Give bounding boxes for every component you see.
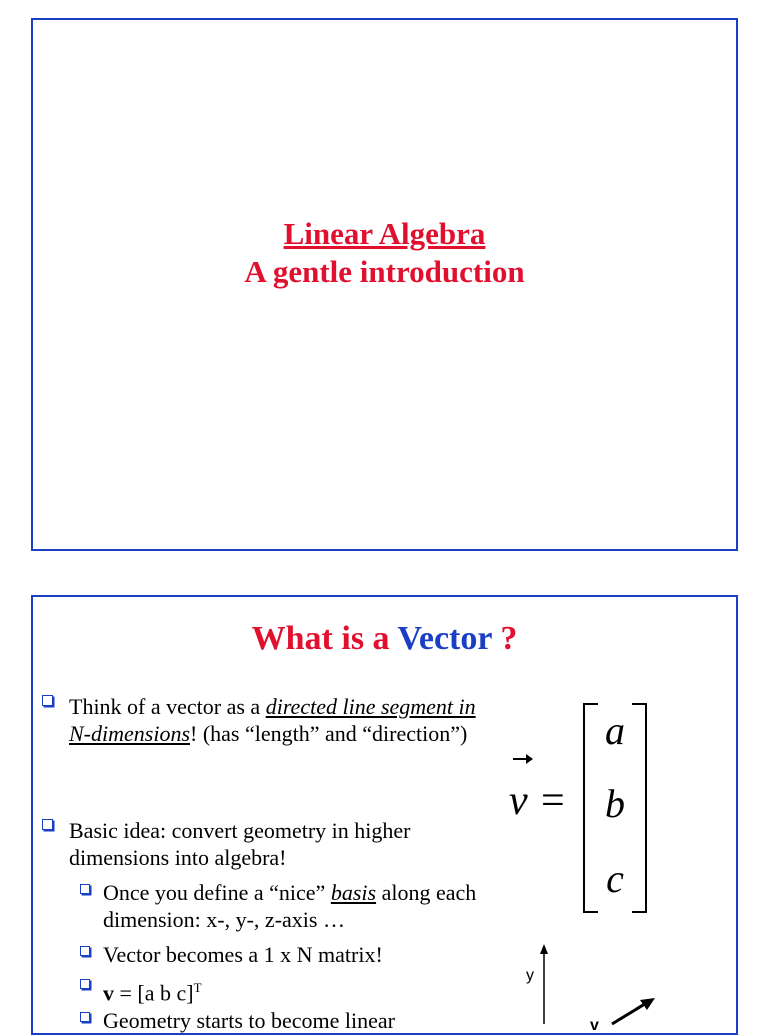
sub-bullet-2-text: Vector becomes a 1 x N matrix! bbox=[103, 942, 383, 967]
sub-bullet-2 bbox=[103, 941, 493, 968]
sub-bullet-1 bbox=[103, 879, 493, 933]
title-part-vector: Vector bbox=[397, 620, 492, 657]
vector-symbol: v bbox=[509, 778, 528, 824]
y-axis-label: y bbox=[526, 967, 534, 984]
matrix-entry-b: b bbox=[605, 781, 625, 826]
matrix-entry-c: c bbox=[606, 856, 624, 901]
sub-bullet-1-text-a: Once you define a “nice” bbox=[103, 880, 331, 905]
bullet-square-icon bbox=[80, 884, 90, 894]
title-line-1: Linear Algebra bbox=[283, 216, 486, 251]
title-slide-heading bbox=[33, 215, 736, 291]
bullet-square-icon bbox=[80, 946, 90, 956]
sub-bullet-1-emphasis: basis bbox=[330, 880, 377, 905]
sub-bullet-4 bbox=[103, 1007, 493, 1034]
vector-label: v bbox=[590, 1017, 599, 1034]
equals-sign: = bbox=[541, 778, 565, 824]
bullet-1-text-a: Think of a vector as a bbox=[69, 694, 266, 719]
sub-bullet-3-eq: = [a b c] bbox=[114, 980, 194, 1006]
title-line-2: A gentle introduction bbox=[244, 254, 525, 289]
bullet-2 bbox=[69, 817, 489, 871]
title-part-1: What is a bbox=[251, 620, 398, 657]
title-slide bbox=[31, 18, 738, 551]
bullet-1-text-b: ! (has “length” and “direction”) bbox=[190, 721, 468, 746]
bullet-1 bbox=[69, 693, 489, 747]
bullet-1-emphasis: directed line segment in N-dimensions bbox=[69, 694, 476, 746]
matrix-entry-a: a bbox=[605, 708, 625, 753]
sub-bullet-3-bold: v bbox=[103, 980, 114, 1006]
title-part-3: ? bbox=[491, 620, 518, 657]
sub-bullet-1-text-b: along each dimension: x-, y-, z-axis … bbox=[103, 880, 477, 932]
sub-bullet-4-text: Geometry starts to become linear bbox=[103, 1008, 396, 1033]
bullet-square-icon bbox=[80, 1012, 90, 1022]
bullet-square-icon bbox=[80, 979, 90, 989]
y-axis-arrow-icon bbox=[540, 944, 548, 954]
vector-line bbox=[612, 1002, 648, 1024]
arrow-icon bbox=[513, 754, 533, 764]
sub-bullet-3 bbox=[103, 974, 493, 1006]
left-bracket bbox=[584, 704, 598, 912]
vector-graph bbox=[500, 940, 680, 1034]
right-bracket bbox=[632, 704, 646, 912]
vector-equation bbox=[503, 692, 703, 932]
vector-slide-title bbox=[33, 619, 736, 659]
bullet-square-icon bbox=[42, 819, 53, 830]
bullet-2-text: Basic idea: convert geometry in higher dimensions into algebra! bbox=[69, 818, 411, 870]
sub-bullet-3-sup: T bbox=[193, 980, 202, 995]
bullet-square-icon bbox=[42, 695, 53, 706]
